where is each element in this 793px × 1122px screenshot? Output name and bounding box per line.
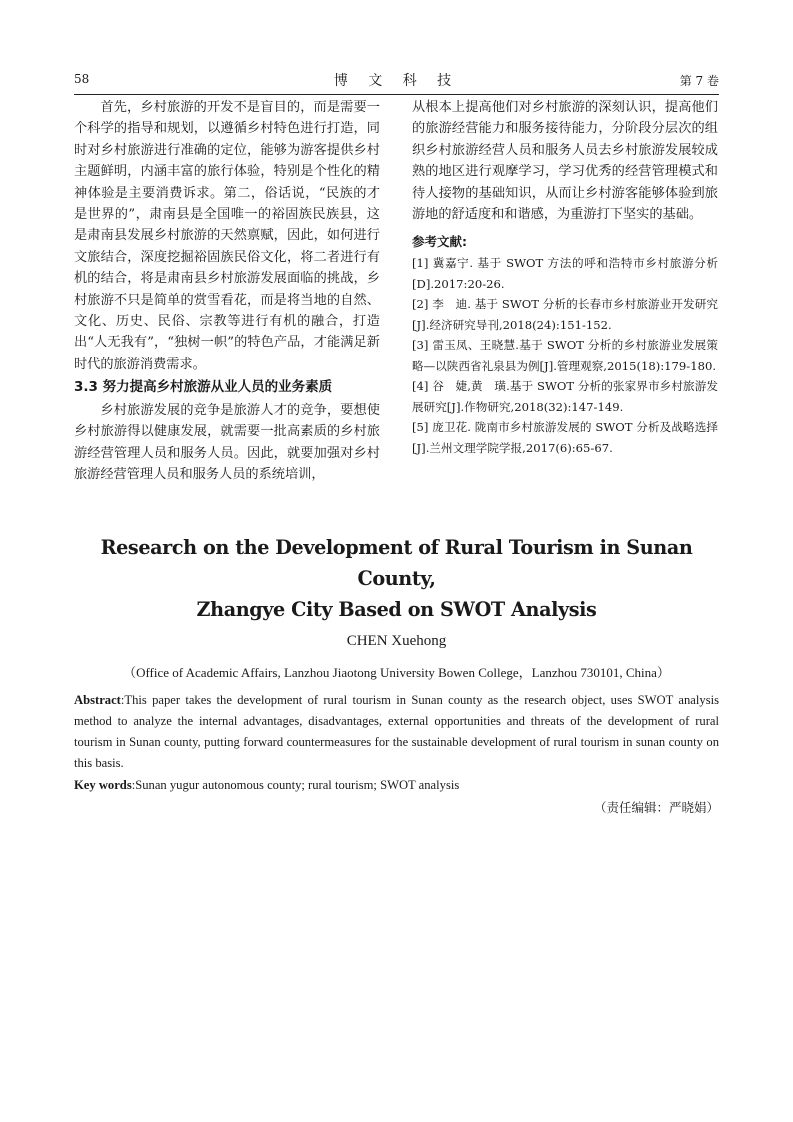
section-heading: 3.3 努力提高乡村旅游从业人员的业务素质 — [74, 379, 333, 396]
header-rule — [74, 94, 719, 95]
english-abstract-block — [74, 532, 719, 816]
keywords-label: Key words — [74, 778, 132, 792]
volume-label: 第 7 卷 — [679, 74, 719, 88]
left-column — [74, 97, 380, 485]
reference-item: [4] 谷 婕,黄 璜.基于 SWOT 分析的张家界市乡村旅游发展研究[J].作物研究,2018(32):147-149. — [412, 379, 718, 414]
english-title-line: Research on the Development of Rural Tourism in Sunan County, — [100, 536, 693, 590]
abstract — [74, 690, 719, 774]
author-affiliation: （Office of Academic Affairs, Lanzhou Jiaotong University Bowen College，Lanzhou 730101, China） — [123, 665, 670, 680]
abstract-label: Abstract — [74, 693, 121, 707]
author-name: CHEN Xuehong — [346, 633, 447, 649]
body-paragraph: 从根本上提高他们对乡村旅游的深刻认识，提高他们的旅游经营能力和服务接待能力，分阶段分层次的组织乡村旅游经营人员和服务人员去乡村旅游发展较成熟的地区进行观摩学习，学习优秀的经营管理模式和待人接物的基础知识，从而让乡村游客能够体验到旅游地的舒适度和和谐感，为重游打下坚实的基础。 — [412, 100, 718, 223]
page-number: 58 — [74, 72, 90, 86]
right-column — [412, 97, 718, 458]
keywords — [74, 775, 719, 796]
abstract-text: :This paper takes the development of rural tourism in Sunan county as the research object, uses SWOT analysis method to analyze the internal advantages, disadvantages, external opportunities and threats of the development of rural tourism in Sunan county, putting forward countermeasures for the sustainable development of rural tourism in sunan county on this basis. — [74, 693, 719, 770]
editor-note: （责任编辑：严晓娟） — [593, 800, 719, 815]
page-header — [74, 70, 719, 92]
reference-item: [5] 庞卫花. 陇南市乡村旅游发展的 SWOT 分析及战略选择[J].兰州文理学院学报,2017(6):65-67. — [412, 420, 718, 455]
keywords-text: :Sunan yugur autonomous county; rural tourism; SWOT analysis — [131, 778, 460, 792]
reference-item: [2] 李 迪. 基于 SWOT 分析的长春市乡村旅游业开发研究[J].经济研究导刊,2018(24):151-152. — [412, 297, 718, 332]
english-title-line: Zhangye City Based on SWOT Analysis — [196, 598, 597, 621]
references-heading: 参考文献: — [412, 234, 467, 250]
journal-name: 博 文 科 技 — [333, 73, 460, 89]
body-paragraph: 乡村旅游发展的竞争是旅游人才的竞争，要想使乡村旅游得以健康发展，就需要一批高素质的乡村旅游经营管理人员和服务人员。因此，就要加强对乡村旅游经营管理人员和服务人员的系统培训， — [74, 402, 380, 482]
reference-item: [1] 冀嘉宁. 基于 SWOT 方法的呼和浩特市乡村旅游分析[D].2017:20-26. — [412, 256, 718, 291]
reference-item: [3] 雷玉凤、王晓慧.基于 SWOT 分析的乡村旅游业发展策略—以陕西省礼泉县为例[J].管理观察,2015(18):179-180. — [412, 338, 718, 373]
body-paragraph: 首先，乡村旅游的开发不是盲目的，而是需要一个科学的指导和规划，以遵循乡村特色进行打造，同时对乡村旅游进行准确的定位，能够为游客提供乡村主题鲜明，内涵丰富的旅行体验，特别是个性化的精神体验是主要消费诉求。第二，俗话说，“民族的才是世界的”，肃南县是全国唯一的裕固族民族县，这是肃南县发展乡村旅游的天然禀赋，因此，如何进行文旅结合，深度挖掘裕固族民俗文化，将二者进行有机的结合，将是肃南县乡村旅游发展面临的挑战，乡村旅游不只是简单的赏雪看花，而是将当地的自然、文化、历史、民俗、宗教等进行有机的融合，打造出“人无我有”，“独树一帜”的特色产品，才能满足新时代的旅游消费需求。 — [74, 100, 380, 372]
